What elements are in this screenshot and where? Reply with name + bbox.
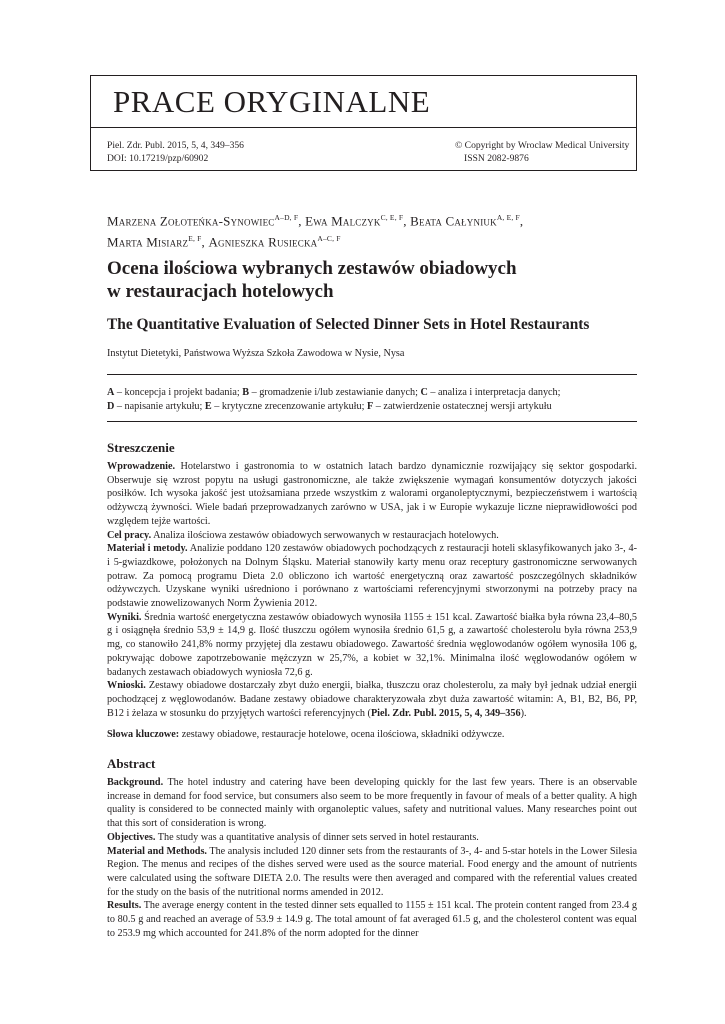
author-name: Agnieszka Rusiecka [208, 234, 318, 250]
keywords-label: Słowa kluczowe: [107, 729, 180, 741]
author-separator: , [201, 234, 209, 250]
role-text: – napisanie artykułu; [114, 401, 205, 412]
issn: ISSN 2082-9876 [464, 153, 529, 164]
streszczenie-heading: Streszczenie [107, 440, 175, 455]
author-roles: A–C, F [317, 234, 341, 244]
author-roles: C, E, F [380, 213, 404, 222]
paragraph-text: The hotel industry and catering have been developing quickly for the last few years. There is an observable increase in demand for food service, but consumers also seem to be more frequently in favour of meals of a better quality. A high quality is considered to be connected mainly with organoleptic values, safety and nutritional values. Many researches point out that this sort of consideration is wrong. [107, 777, 637, 830]
paragraph-label: Wyniki. [107, 611, 142, 623]
paragraph-label: Background. [107, 777, 164, 788]
author-separator: , [403, 213, 411, 229]
author-name: Marta Misiarz [107, 234, 189, 250]
author-roles: A–D, F [274, 213, 299, 222]
paragraph-label: Wnioski. [107, 680, 146, 692]
paragraph-text: Analizie poddano 120 zestawów obiadowych pochodzących z restauracji hoteli sklasyfikowanych jako 3-, 4- i 5-gwiazdkowe, położonych na Dolnym Śląsku. Materiał stanowiły karty menu oraz receptury gastronomiczne serwowanych potraw. Za pomocą programu Dieta 2.0 obliczono ich wartość energetyczną oraz zawartość poszczególnych składników odżywczych. Uzyskane wyniki uśredniono i porównano z wartościami referencyjnymi stworzonymi na potrzeby pracy na podstawie znowelizowanych Norm Żywienia 2012. [107, 543, 637, 610]
author-separator: , [519, 213, 524, 229]
paragraph-text: The analysis included 120 dinner sets from the restaurants of 3-, 4- and 5-star hotels in the Lower Silesia Region. The menus and recipes of the dishes served were used as the source material. Food energy and the amount of nutrients were calculated using the software DIETA 2.0. The results were then averaged and compared with the referential values created for the study on the basis of the nutritional norms amended in 2012. [107, 845, 637, 898]
divider [107, 374, 637, 375]
abstract-body [107, 776, 637, 940]
paragraph-text: ). [520, 707, 527, 719]
paragraph-label: Material and Methods. [107, 845, 207, 857]
paragraph-text: The average energy content in the tested dinner sets equalled to 1155 ± 151 kcal. The protein content ranged from 23.4 g to 80.5 g and reached an average of 53.9 ± 14.9 g. The total amount of fat averaged 61.5 g, and the cholesterol content was equal to 253.9 mg which accounted for 241.8% of the norm adopted for the dinner [107, 900, 637, 939]
paragraph-label: Materiał i metody. [107, 543, 188, 555]
author-name: Ewa Malczyk [305, 213, 381, 229]
paragraph-text: Średnia wartość energetyczna zestawów obiadowych wynosiła 1155 ± 151 kcal. Zawartość białka była równa 23,4–80,5 g i osiągnęła średnio 53,9 ± 14,9 g. Ilość tłuszczu ogółem wynosiła średnio 61,5 g, a zawartość cholesterolu była równa 253,9 mg, co stanowiło 241,8% normy przyjętej dla zestawu obiadowego. Zawartość średnia węglowodanów ogółem wynosiła 106 g, pokrywając dobowe zapotrzebowanie mężczyzn w 25,7%, a kobiet w 32,1%. Minimalna ilość węglowodanów ogółem w badanych zestawach obiadowych wyniosła 72,6 g. [107, 611, 637, 678]
role-text: – analiza i interpretacja danych; [427, 387, 561, 398]
section-title: PRACE ORYGINALNE [113, 84, 431, 119]
role-text: – krytyczne zrecenzowanie artykułu; [211, 401, 367, 412]
author-roles: A, E, F [496, 213, 520, 222]
institution: Instytut Dietetyki, Państwowa Wyższa Szkoła Zawodowa w Nysie, Nysa [107, 348, 405, 359]
paragraph-text: Zestawy obiadowe dostarczały zbyt dużo energii, białka, tłuszczu oraz cholesterolu, za mały był jednak udział energii pochodzącej z węglowodanów. Badane zestawy obiadowe charakteryzowała zbyt duża zawartość witamin: A, B1, B2, B6, PP, B12 i żelaza w stosunku do przyjętych wartości referencyjnych ( [107, 680, 637, 719]
author-name: Marzena Zołoteńka-Synowiec [107, 213, 275, 229]
role-text: – zatwierdzenie ostatecznej wersji artykułu [373, 401, 552, 412]
author-roles: E, F [188, 234, 202, 244]
copyright: © Copyright by Wroclaw Medical University [455, 140, 630, 151]
title-polish-line: Ocena ilościowa wybranych zestawów obiadowych [107, 258, 517, 279]
author-name: Beata Całyniuk [410, 213, 497, 229]
role-key: A [107, 387, 115, 398]
paragraph-label: Results. [107, 900, 142, 912]
role-key: C [420, 387, 428, 398]
paragraph-text: Analiza ilościowa zestawów obiadowych serwowanych w restauracjach hotelowych. [151, 529, 499, 541]
title-english: The Quantitative Evaluation of Selected Dinner Sets in Hotel Restaurants [107, 316, 590, 333]
paragraph-text: The study was a quantitative analysis of dinner sets served in hotel restaurants. [155, 831, 479, 843]
title-polish-line: w restauracjach hotelowych [107, 281, 334, 302]
role-text: – gromadzenie i/lub zestawianie danych; [249, 387, 421, 398]
author-separator: , [298, 213, 306, 229]
title-polish [107, 257, 637, 303]
citation-box [90, 127, 637, 171]
section-header-box [90, 75, 637, 128]
authors [107, 209, 637, 252]
author-contributions [107, 386, 637, 414]
citation-ref: Piel. Zdr. Publ. 2015, 5, 4, 349–356 [370, 707, 521, 719]
divider [107, 421, 637, 422]
role-key: B [242, 387, 250, 398]
citation: Piel. Zdr. Publ. 2015, 5, 4, 349–356 [107, 140, 244, 151]
role-key: D [107, 401, 115, 412]
abstract-heading: Abstract [107, 756, 156, 771]
keywords: zestawy obiadowe, restauracje hotelowe, ocena ilościowa, składniki odżywcze. [179, 729, 505, 741]
role-key: E [204, 401, 212, 412]
role-key: F [367, 401, 374, 412]
paragraph-label: Objectives. [107, 831, 156, 843]
streszczenie-body [107, 460, 637, 742]
role-text: – koncepcja i projekt badania; [114, 387, 243, 398]
paragraph-text: Hotelarstwo i gastronomia to w ostatnich latach bardzo dynamicznie rozwijający się sektor gospodarki. Obserwuje się wzrost popytu na usługi gastronomiczne, ale także zwiększenie wymagań konsumentów dotyczych jakości posiłków. Ich wysoka jakość jest utożsamiana przede wszystkim z walorami organoleptycznymi, bezpieczeństwem i wartością odżywczą żywności. Wiele badań przeprowadzanych zarówno w USA, jak i w Europie wykazuje liczne nieprawidłowości pod względem tejże wartości. [107, 461, 637, 527]
paragraph-label: Cel pracy. [107, 529, 152, 541]
doi: DOI: 10.17219/pzp/60902 [107, 153, 209, 164]
paragraph-label: Wprowadzenie. [107, 461, 176, 472]
